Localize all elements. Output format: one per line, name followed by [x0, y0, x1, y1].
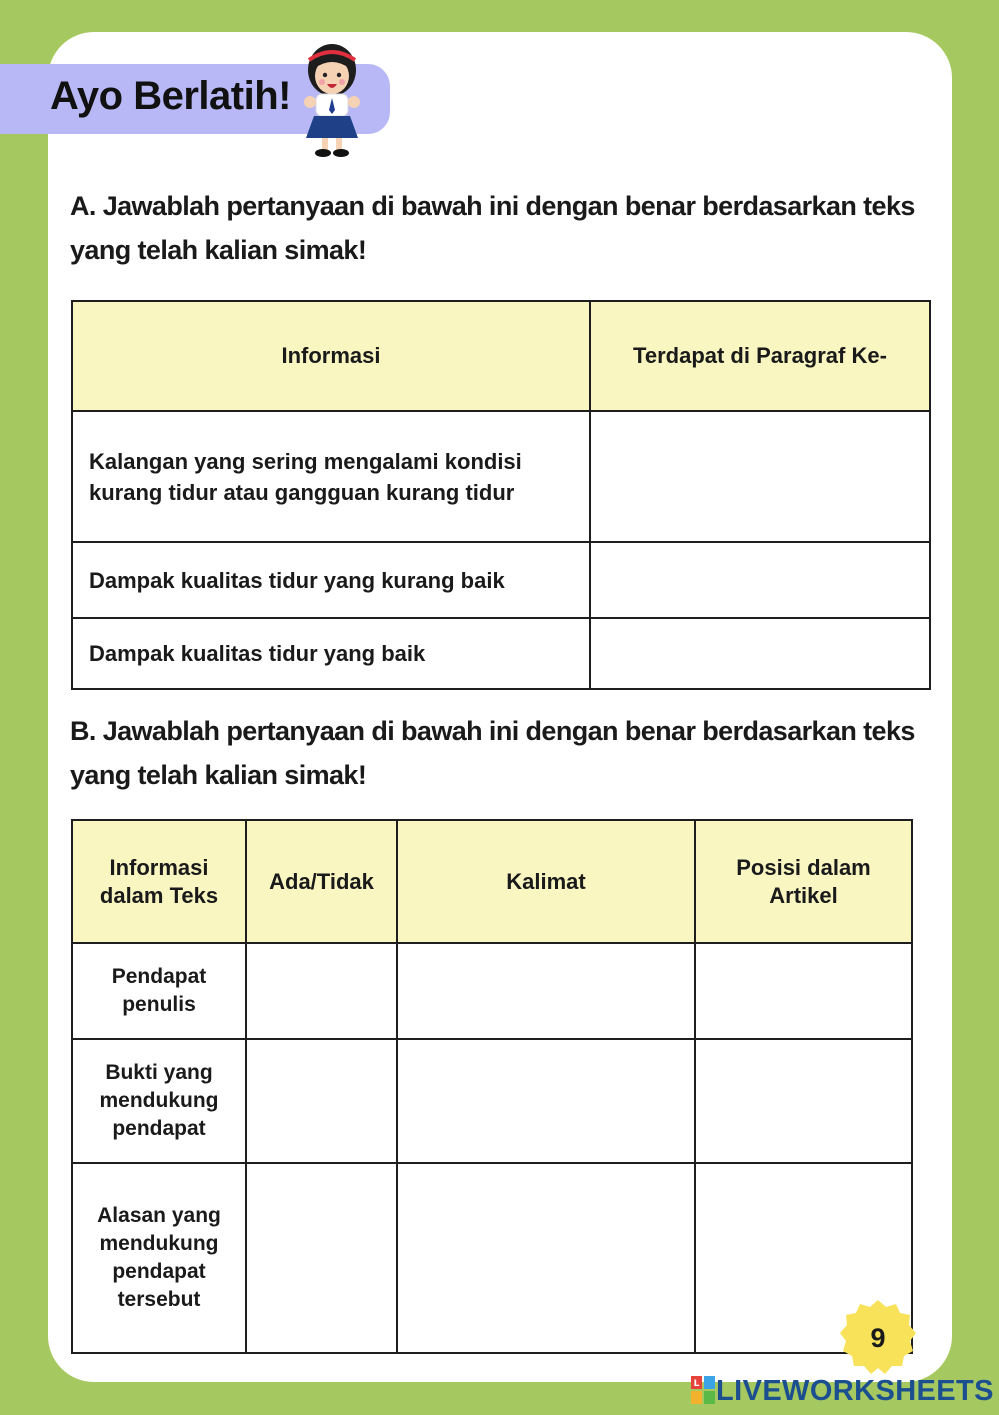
answer-cell-kalimat[interactable]: [397, 943, 695, 1039]
row-info-line: kurang tidur atau gangguan kurang tidur: [89, 479, 515, 505]
row-info-cell: Dampak kualitas tidur yang baik: [72, 618, 590, 689]
table-row: [72, 411, 930, 542]
header-ada-tidak: Ada/Tidak: [246, 820, 397, 943]
answer-cell-kalimat[interactable]: [397, 1039, 695, 1163]
page-title: Ayo Berlatih!: [50, 74, 291, 118]
row-info-cell: [72, 1039, 246, 1163]
row-info-cell: [72, 1163, 246, 1353]
row-info-line: pendapat: [112, 1117, 206, 1140]
section-b-instruction-line1: B. Jawablah pertanyaan di bawah ini dengan benar berdasarkan teks: [70, 716, 915, 746]
row-info-line: Kalangan yang sering mengalami kondisi: [89, 448, 522, 474]
header-paragraf: Terdapat di Paragraf Ke-: [590, 301, 930, 411]
table-row: [72, 618, 930, 689]
section-a-instruction: [70, 184, 930, 272]
row-info-line: Pendapat: [111, 965, 207, 988]
answer-cell-ada-tidak[interactable]: [246, 943, 397, 1039]
table-row: [72, 1039, 912, 1163]
student-mascot-illustration: [296, 40, 368, 160]
table-row: [72, 1163, 912, 1353]
page-number: 9: [870, 1323, 886, 1353]
header-line: Posisi dalam: [736, 854, 871, 880]
liveworksheets-logo-icon: [691, 1376, 715, 1404]
row-info-line: penulis: [122, 993, 196, 1016]
row-info-cell: Dampak kualitas tidur yang kurang baik: [72, 542, 590, 618]
section-a-instruction-line1: A. Jawablah pertanyaan di bawah ini dengan benar berdasarkan teks: [70, 191, 915, 221]
header-line: Informasi: [109, 854, 209, 880]
row-info-line: mendukung: [99, 1232, 219, 1255]
answer-cell-paragraph[interactable]: [590, 411, 930, 542]
answer-cell-ada-tidak[interactable]: [246, 1039, 397, 1163]
row-info-cell: [72, 943, 246, 1039]
header-line: dalam Teks: [99, 882, 219, 908]
row-info-cell: [72, 411, 590, 542]
header-informasi: Informasi: [72, 301, 590, 411]
header-kalimat: Kalimat: [397, 820, 695, 943]
table-section-b: [71, 819, 913, 1354]
section-b-instruction-line2: yang telah kalian simak!: [70, 760, 367, 790]
table-section-a: [71, 300, 931, 690]
table-row: [72, 943, 912, 1039]
answer-cell-posisi[interactable]: [695, 943, 912, 1039]
header-line: Artikel: [769, 882, 838, 908]
section-a-instruction-line2: yang telah kalian simak!: [70, 235, 367, 265]
header-posisi-dalam-artikel: [695, 820, 912, 943]
row-info-line: mendukung: [99, 1089, 219, 1112]
answer-cell-kalimat[interactable]: [397, 1163, 695, 1353]
logo-letter: L: [693, 1379, 700, 1389]
liveworksheets-watermark: LIVEWORKSHEETS: [716, 1375, 994, 1407]
row-info-line: pendapat: [112, 1260, 206, 1283]
answer-cell-ada-tidak[interactable]: [246, 1163, 397, 1353]
table-row: [72, 542, 930, 618]
header-informasi-dalam-teks: [72, 820, 246, 943]
answer-cell-posisi[interactable]: [695, 1039, 912, 1163]
row-info-line: Alasan yang: [97, 1204, 221, 1227]
answer-cell-paragraph[interactable]: [590, 618, 930, 689]
row-info-line: tersebut: [117, 1288, 201, 1311]
answer-cell-paragraph[interactable]: [590, 542, 930, 618]
row-info-line: Bukti yang: [105, 1061, 213, 1084]
section-b-instruction: [70, 709, 930, 797]
